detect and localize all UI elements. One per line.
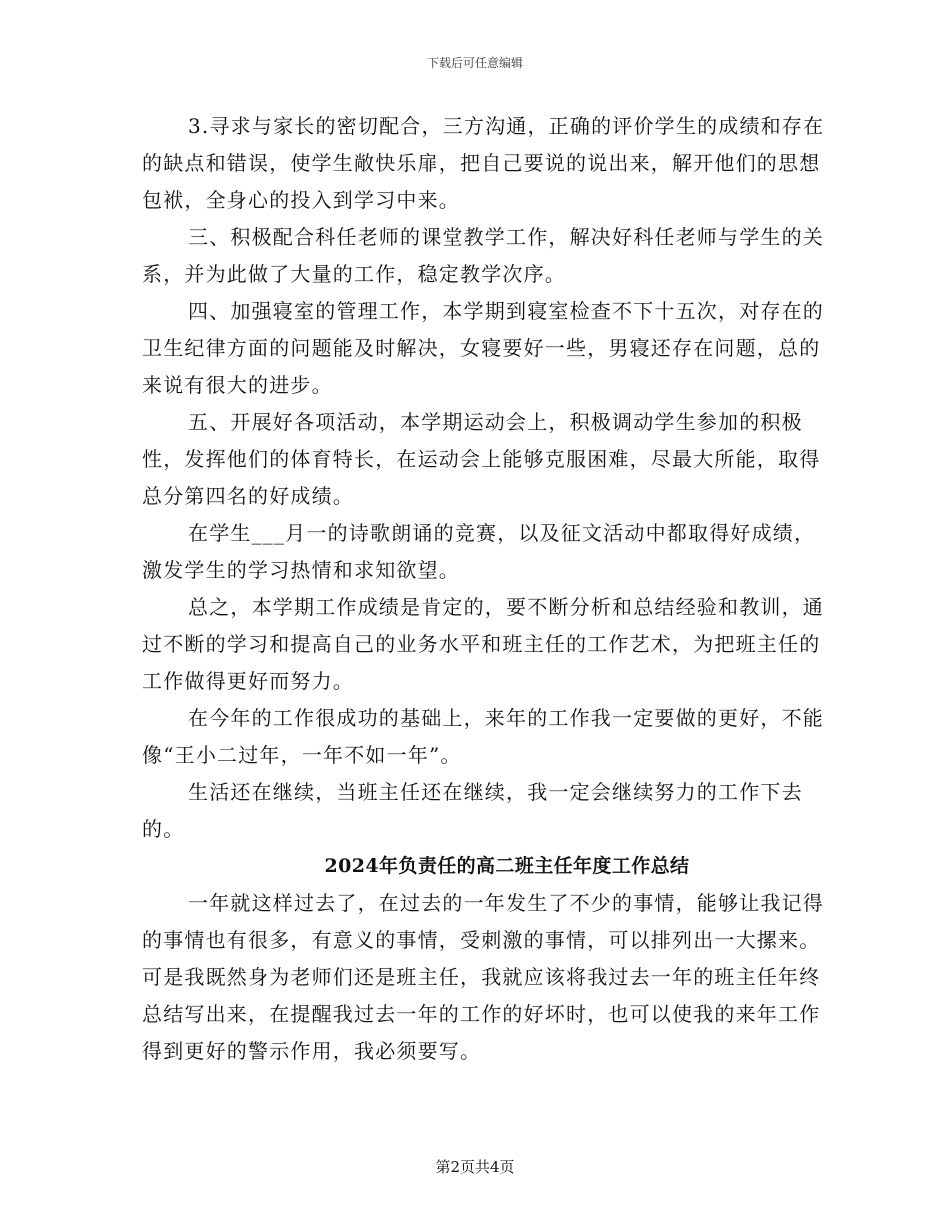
paragraph-conclusion: 总之，本学期工作成绩是肯定的，要不断分析和总结经验和教训，通过不断的学习和提高自己的业务水平和班主任的工作艺术，为把班主任的工作做得更好而努力。 — [142, 595, 824, 693]
header-note: 下载后可任意编辑 — [426, 56, 523, 70]
paragraph-dormitory-management: 四、加强寝室的管理工作，本学期到寝室检查不下十五次，对存在的卫生纪律方面的问题能及时解决，女寝要好一些，男寝还存在问题，总的来说有很大的进步。 — [142, 299, 824, 397]
paragraph-family-cooperation: 3.寻求与家长的密切配合，三方沟通，正确的评价学生的成绩和存在的缺点和错误，使学生敞快乐扉，把自己要说的说出来，解开他们的思想包袱，全身心的投入到学习中来。 — [142, 114, 825, 212]
section-intro-paragraph: 一年就这样过去了，在过去的一年发生了不少的事情，能够让我记得的事情也有很多，有意义的事情，受刺激的事情，可以排列出一大摞来。可是我既然身为老师们还是班主任，我就应该将我过去一年的班主任年终总结写出来，在提醒我过去一年的工作的好坏时，也可以使我的来年工作得到更好的警示作用，我必须要写。 — [142, 891, 824, 1063]
paragraph-continue: 生活还在继续，当班主任还在继续，我一定会继续努力的工作下去的。 — [142, 780, 803, 841]
document-body — [142, 108, 832, 1070]
paragraph-poetry-contest: 在学生___月一的诗歌朗诵的竞赛，以及征文活动中都取得好成绩，激发学生的学习热情和求知欲望。 — [142, 521, 816, 582]
paragraph-activities: 五、开展好各项活动，本学期运动会上，积极调动学生参加的积极性，发挥他们的体育特长，在运动会上能够克服困难，尽最大所能，取得总分第四名的好成绩。 — [142, 410, 821, 508]
paragraph-next-year: 在今年的工作很成功的基础上，来年的工作我一定要做的更好，不能像“王小二过年，一年不如一年”。 — [142, 706, 824, 767]
paragraph-teacher-cooperation: 三、积极配合科任老师的课堂教学工作，解决好科任老师与学生的关系，并为此做了大量的工作，稳定教学次序。 — [142, 225, 824, 286]
section-title: 2024年负责任的高二班主任年度工作总结 — [324, 855, 690, 877]
page-number: 第2页共4页 — [435, 1158, 515, 1176]
